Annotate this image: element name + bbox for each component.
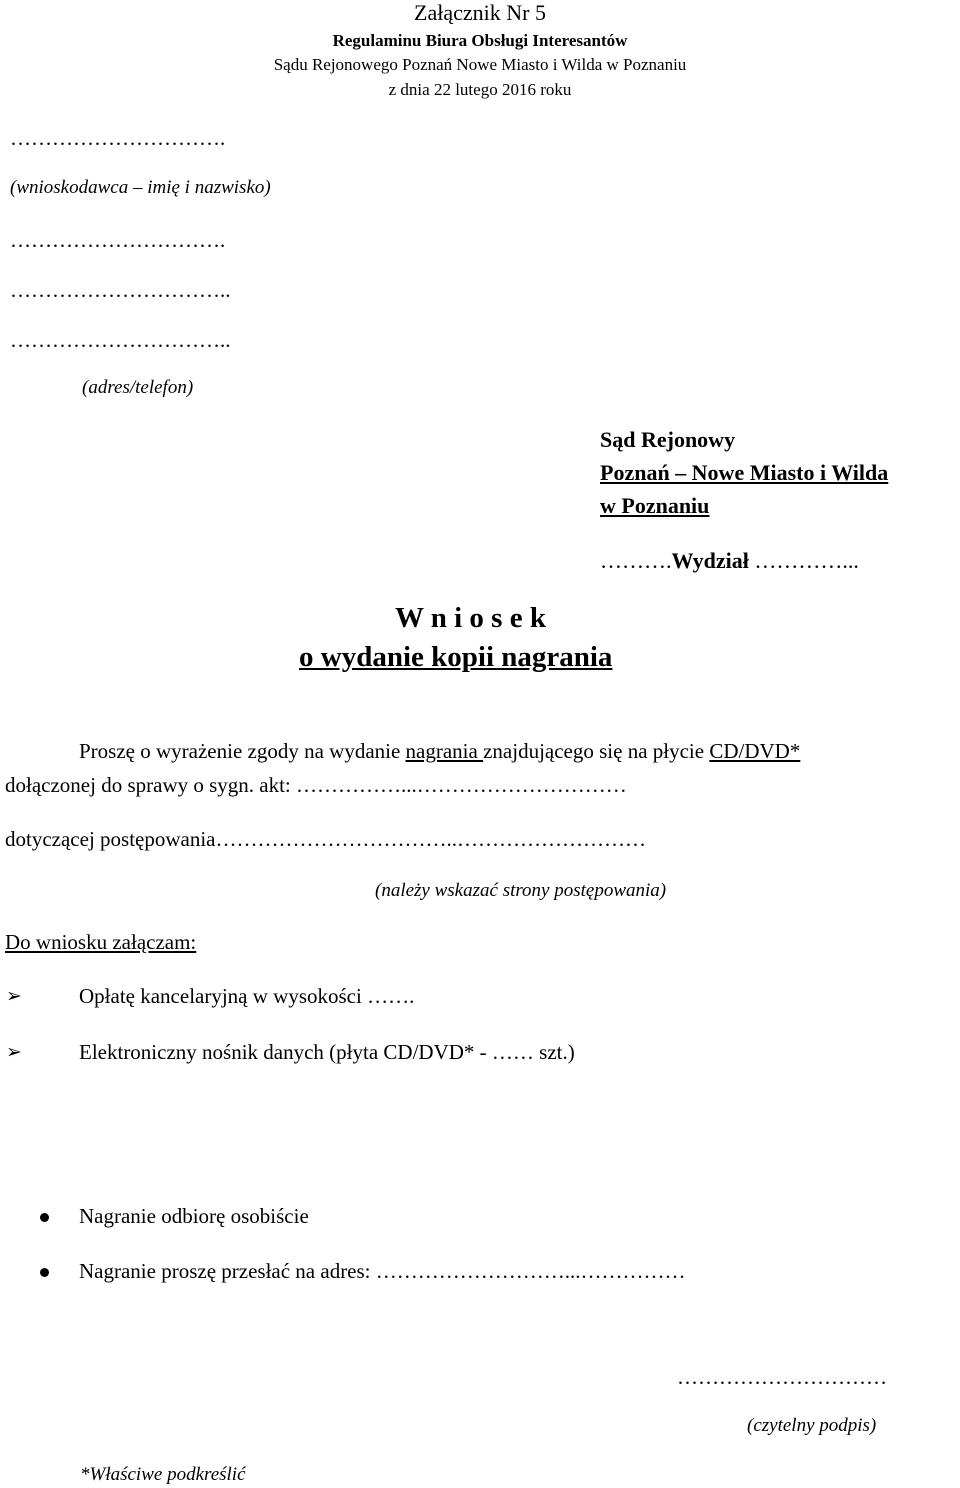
cddvd-underlined: CD/DVD*	[709, 739, 801, 763]
regulation-title: Regulaminu Biura Obsługi Interesantów	[332, 31, 628, 50]
proceedings-field[interactable]: ……………………………..………………………	[215, 827, 646, 851]
applicant-address-field-1[interactable]: ………………………….	[10, 228, 226, 252]
signature-field[interactable]: …………………………	[677, 1365, 887, 1389]
case-number-field[interactable]: ……………...…………………………	[296, 773, 627, 797]
court-regulation-name: Sądu Rejonowego Poznań Nowe Miasto i Wilda w Poznaniu	[273, 55, 687, 74]
request-text-start: Proszę o wyrażenie zgody na wydanie	[79, 739, 406, 763]
applicant-address-field-3[interactable]: …………………………..	[10, 328, 231, 352]
proceedings-caption: (należy wskazać strony postępowania)	[375, 880, 667, 901]
applicant-name-field[interactable]: ………………………….	[10, 126, 226, 150]
court-location: Poznań – Nowe Miasto i Wilda	[600, 460, 889, 485]
court-division	[600, 550, 859, 572]
attachment-number: Załącznik Nr 5	[414, 0, 546, 25]
footnote: *Właściwe podkreślić	[80, 1464, 246, 1485]
division-number-field[interactable]: ……….	[600, 548, 672, 573]
regulation-date: z dnia 22 lutego 2016 roku	[388, 80, 572, 99]
signature-caption: (czytelny podpis)	[747, 1415, 877, 1436]
division-label: Wydział	[671, 548, 749, 573]
applicant-name-caption: (wnioskodawca – imię i nazwisko)	[10, 177, 271, 198]
bullet-icon	[40, 1268, 49, 1277]
nagrania-underlined: nagrania	[405, 739, 484, 763]
proceedings-line	[5, 829, 646, 850]
court-name: Sąd Rejonowy	[600, 427, 736, 452]
bullet-icon	[40, 1213, 49, 1222]
attachments-heading: Do wniosku załączam:	[5, 930, 197, 954]
applicant-address-field-2[interactable]: …………………………..	[10, 278, 231, 302]
request-text-mid: znajdującego się na płycie	[483, 739, 710, 763]
delivery-option-personal[interactable]: Nagranie odbiorę osobiście	[79, 1204, 309, 1228]
case-number-label: dołączonej do sprawy o sygn. akt:	[5, 773, 297, 797]
delivery-option-mail[interactable]: Nagranie proszę przesłać na adres: ………………………...……………	[79, 1259, 686, 1283]
arrow-bullet-icon: ➢	[6, 985, 22, 1007]
proceedings-label: dotyczącej postępowania	[5, 827, 216, 851]
court-city: w Poznaniu	[600, 493, 710, 518]
document-subtitle: o wydanie kopii nagrania	[299, 641, 613, 673]
request-paragraph-line1	[79, 741, 800, 762]
division-suffix-field[interactable]: …………...	[754, 548, 859, 573]
applicant-address-caption: (adres/telefon)	[82, 377, 194, 398]
attachment-fee: Opłatę kancelaryjną w wysokości …….	[79, 984, 415, 1008]
attachment-media: Elektroniczny nośnik danych (płyta CD/DVD* - …… szt.)	[79, 1040, 575, 1064]
document-title: W n i o s e k	[395, 602, 546, 634]
request-paragraph-line2	[5, 775, 627, 796]
arrow-bullet-icon: ➢	[6, 1041, 22, 1063]
